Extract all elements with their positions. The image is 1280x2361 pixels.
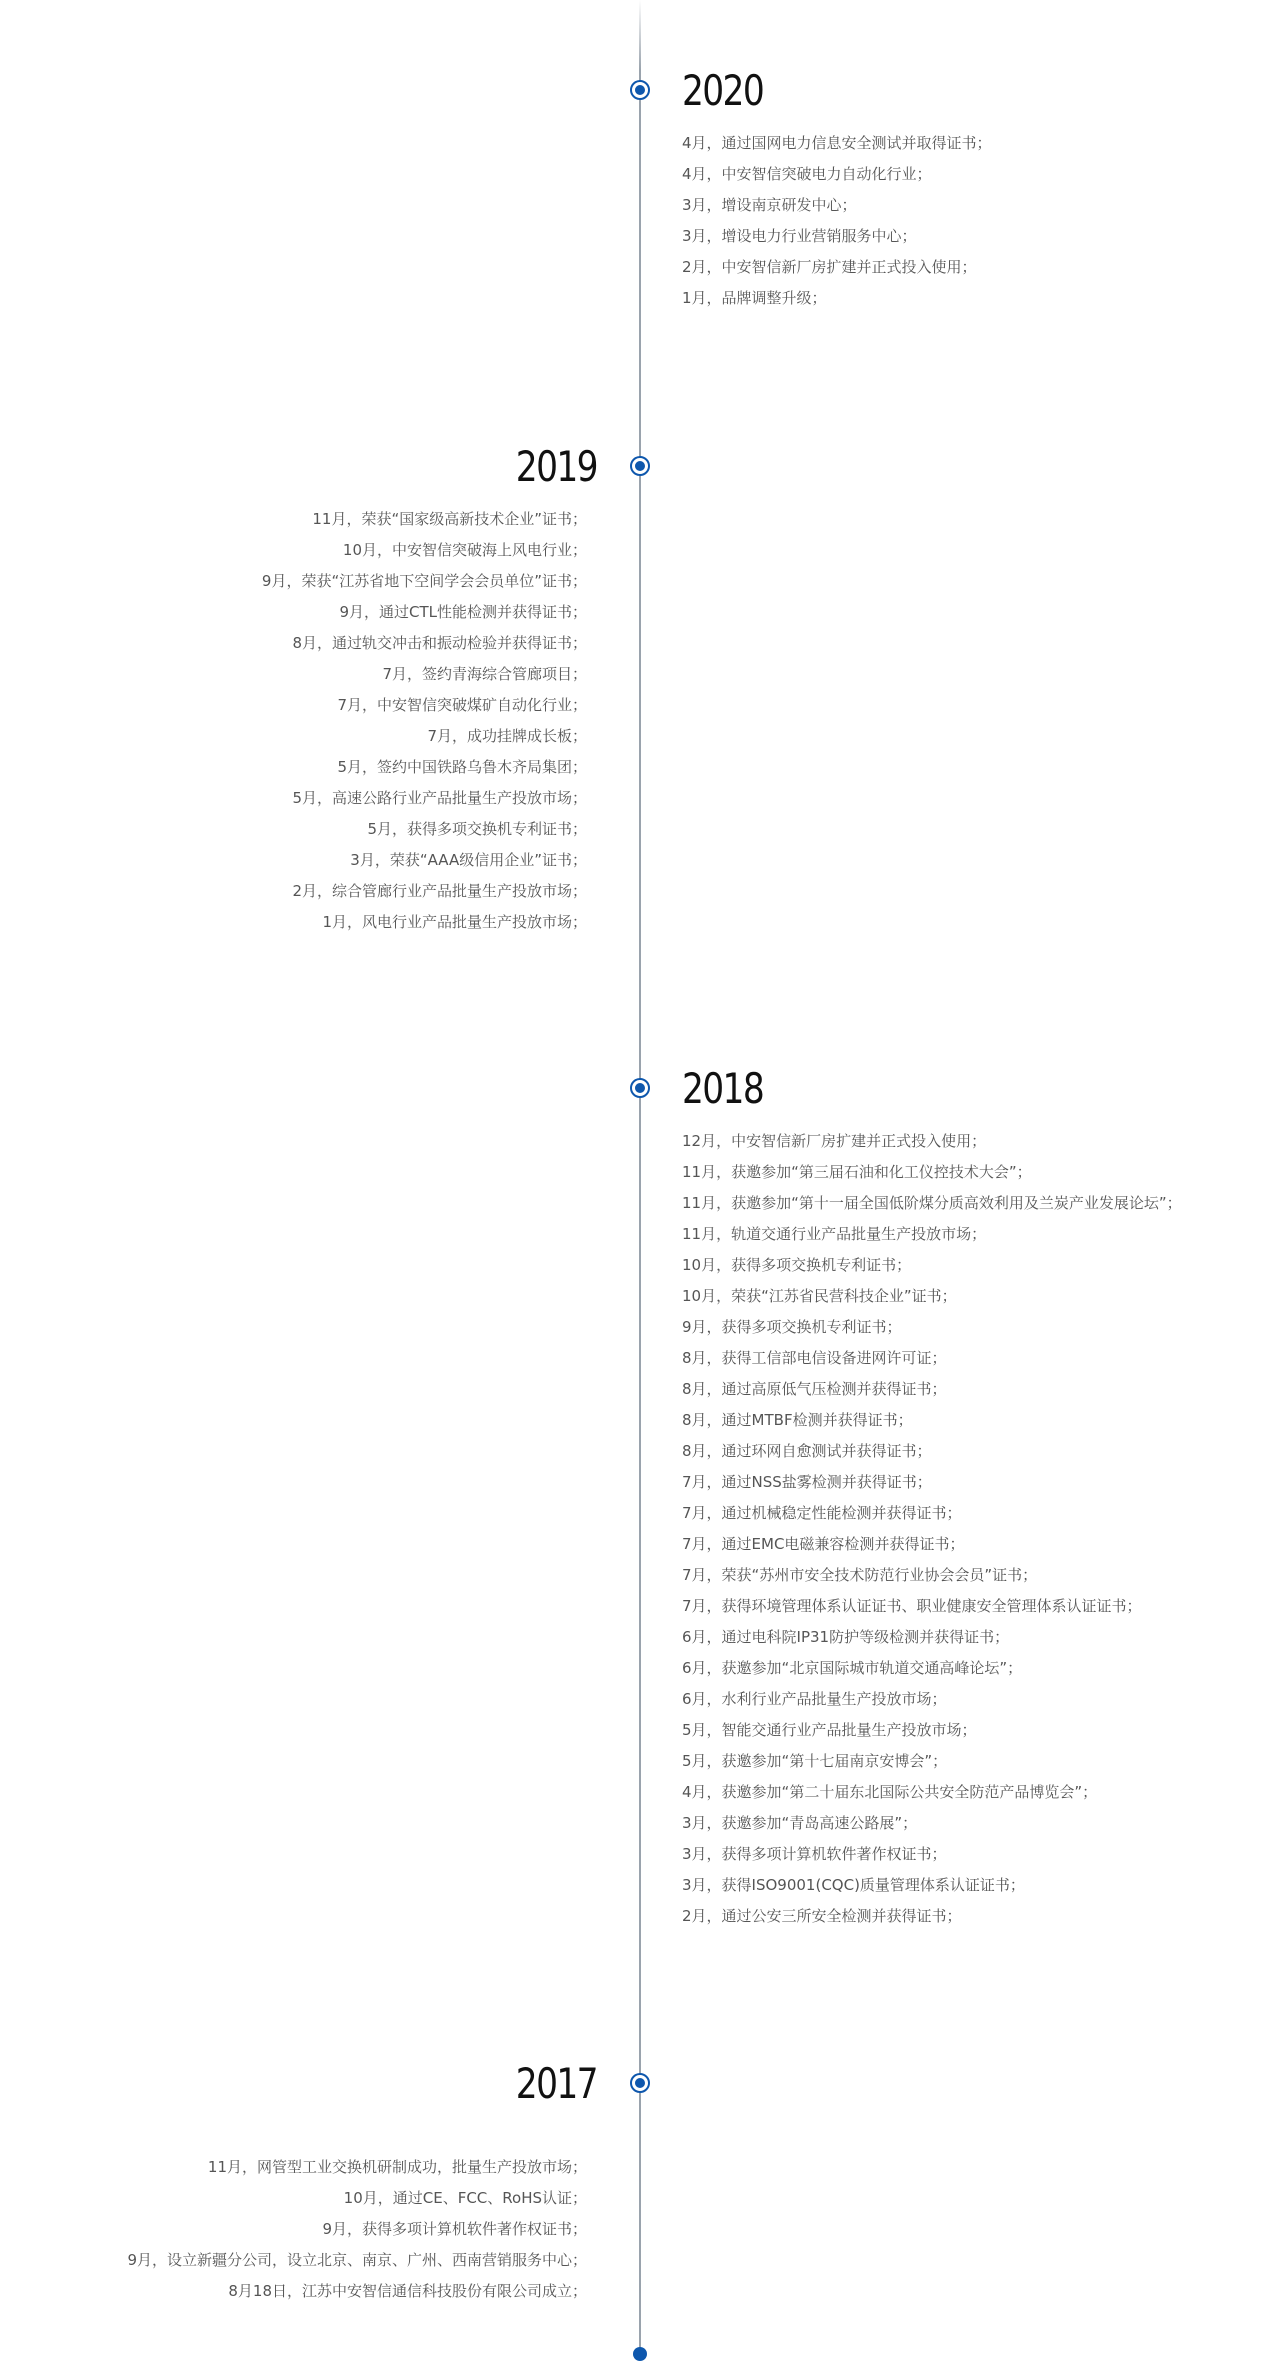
event-item: 7月，通过EMC电磁兼容检测并获得证书； (682, 1535, 965, 1553)
event-item: 3月，荣获“AAA级信用企业”证书； (350, 851, 587, 869)
event-item: 8月18日，江苏中安智信通信科技股份有限公司成立； (228, 2282, 587, 2300)
event-item: 6月，通过电科院IP31防护等级检测并获得证书； (682, 1628, 1010, 1646)
event-item: 12月，中安智信新厂房扩建并正式投入使用； (682, 1132, 987, 1150)
event-item: 7月，荣获“苏州市安全技术防范行业协会会员”证书； (682, 1566, 1038, 1584)
event-item: 5月，高速公路行业产品批量生产投放市场； (292, 789, 587, 807)
event-item: 6月，获邀参加“北京国际城市轨道交通高峰论坛”； (682, 1659, 1023, 1677)
event-item: 3月，获邀参加“青岛高速公路展”； (682, 1814, 918, 1832)
event-item: 8月，获得工信部电信设备进网许可证； (682, 1349, 947, 1367)
event-item: 9月，设立新疆分公司，设立北京、南京、广州、西南营销服务中心； (127, 2251, 587, 2269)
timeline-end-dot (633, 2347, 647, 2361)
event-item: 8月，通过MTBF检测并获得证书； (682, 1411, 913, 1429)
event-item: 10月，中安智信突破海上风电行业； (342, 541, 587, 559)
event-item: 7月，通过NSS盐雾检测并获得证书； (682, 1473, 932, 1491)
timeline-node-2017 (630, 2073, 650, 2093)
event-item: 5月，获得多项交换机专利证书； (367, 820, 587, 838)
event-item: 7月，成功挂牌成长板； (427, 727, 587, 745)
event-item: 11月，获邀参加“第十一届全国低阶煤分质高效利用及兰炭产业发展论坛”； (682, 1194, 1182, 1212)
event-item: 2月，中安智信新厂房扩建并正式投入使用； (682, 258, 977, 276)
event-item: 10月，荣获“江苏省民营科技企业”证书； (682, 1287, 957, 1305)
year-2017: 2017 (515, 2059, 597, 2108)
event-item: 1月，品牌调整升级； (682, 289, 827, 307)
event-item: 6月，水利行业产品批量生产投放市场； (682, 1690, 947, 1708)
event-item: 9月，通过CTL性能检测并获得证书； (339, 603, 587, 621)
event-item: 11月，获邀参加“第三届石油和化工仪控技术大会”； (682, 1163, 1032, 1181)
event-item: 11月，网管型工业交换机研制成功，批量生产投放市场； (207, 2158, 587, 2176)
event-item: 1月，风电行业产品批量生产投放市场； (322, 913, 587, 931)
event-item: 8月，通过高原低气压检测并获得证书； (682, 1380, 947, 1398)
event-item: 9月，获得多项交换机专利证书； (682, 1318, 902, 1336)
event-item: 3月，获得多项计算机软件著作权证书； (682, 1845, 947, 1863)
event-item: 7月，签约青海综合管廊项目； (382, 665, 587, 683)
events-2018 (682, 1126, 1182, 1932)
event-item: 4月，中安智信突破电力自动化行业； (682, 165, 932, 183)
timeline-node-2020 (630, 80, 650, 100)
events-2020 (682, 128, 992, 314)
event-item: 3月，获得ISO9001(CQC)质量管理体系认证证书； (682, 1876, 1025, 1894)
event-item: 7月，中安智信突破煤矿自动化行业； (337, 696, 587, 714)
event-item: 2月，通过公安三所安全检测并获得证书； (682, 1907, 962, 1925)
event-item: 10月，通过CE、FCC、RoHS认证； (343, 2189, 587, 2207)
timeline-axis (639, 0, 641, 2352)
event-item: 7月，获得环境管理体系认证证书、职业健康安全管理体系认证证书； (682, 1597, 1142, 1615)
event-item: 11月，轨道交通行业产品批量生产投放市场； (682, 1225, 987, 1243)
year-2020: 2020 (682, 66, 764, 115)
year-2018: 2018 (682, 1064, 764, 1113)
event-item: 4月，获邀参加“第二十届东北国际公共安全防范产品博览会”； (682, 1783, 1098, 1801)
events-2019 (262, 504, 587, 938)
event-item: 5月，获邀参加“第十七届南京安博会”； (682, 1752, 948, 1770)
timeline-node-2018 (630, 1078, 650, 1098)
event-item: 8月，通过轨交冲击和振动检验并获得证书； (292, 634, 587, 652)
year-2019: 2019 (515, 442, 597, 491)
event-item: 9月，获得多项计算机软件著作权证书； (322, 2220, 587, 2238)
event-item: 7月，通过机械稳定性能检测并获得证书； (682, 1504, 962, 1522)
event-item: 8月，通过环网自愈测试并获得证书； (682, 1442, 932, 1460)
event-item: 3月，增设电力行业营销服务中心； (682, 227, 917, 245)
event-item: 10月，获得多项交换机专利证书； (682, 1256, 912, 1274)
events-2017 (127, 2152, 587, 2307)
event-item: 9月，荣获“江苏省地下空间学会会员单位”证书； (261, 572, 587, 590)
event-item: 2月，综合管廊行业产品批量生产投放市场； (292, 882, 587, 900)
timeline-node-2019 (630, 456, 650, 476)
event-item: 3月，增设南京研发中心； (682, 196, 857, 214)
event-item: 11月，荣获“国家级高新技术企业”证书； (312, 510, 587, 528)
event-item: 5月，签约中国铁路乌鲁木齐局集团； (337, 758, 587, 776)
event-item: 4月，通过国网电力信息安全测试并取得证书； (682, 134, 992, 152)
event-item: 5月，智能交通行业产品批量生产投放市场； (682, 1721, 977, 1739)
